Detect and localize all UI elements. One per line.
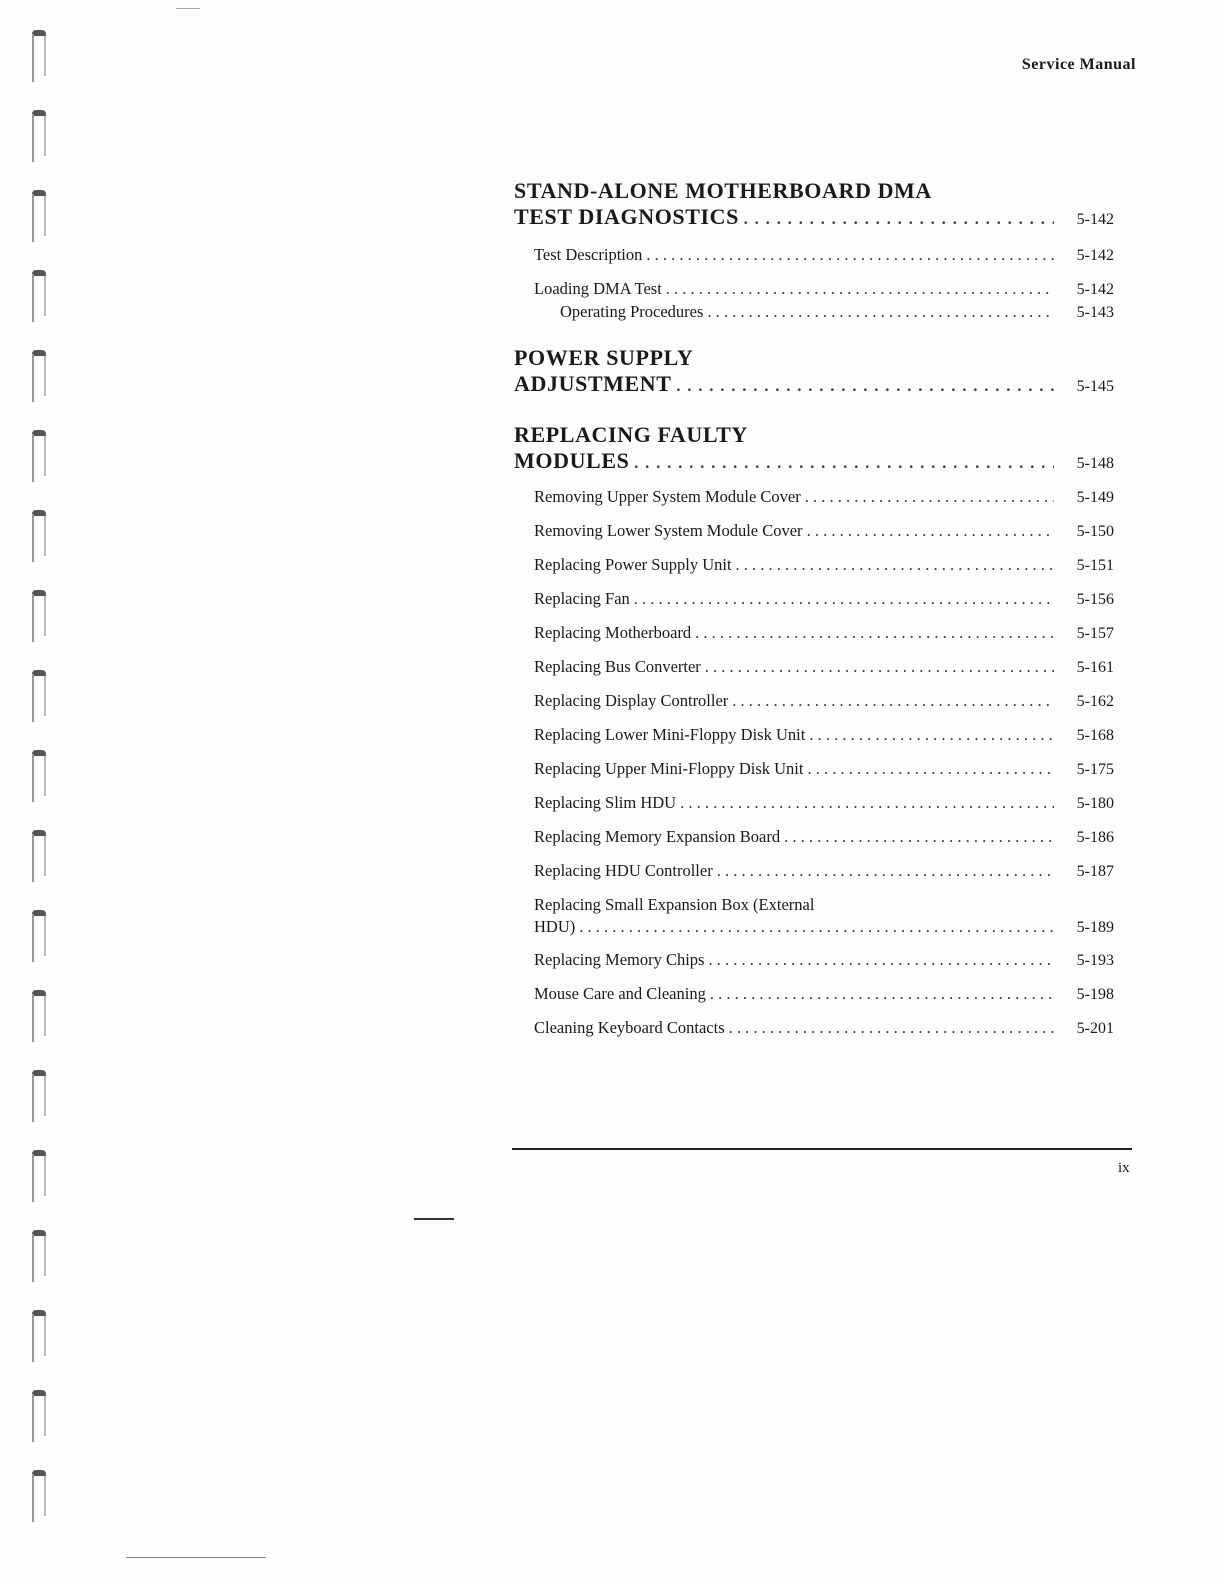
page-number: 5-148	[1076, 455, 1114, 472]
toc-entry[interactable]	[514, 861, 1114, 882]
entry-label: Replacing Motherboard	[534, 623, 692, 642]
dot-leader	[809, 725, 1054, 745]
binding-ring	[28, 350, 50, 406]
toc-entry[interactable]	[514, 521, 1114, 542]
page-number: 5-145	[1076, 378, 1114, 395]
page-number: 5-201	[1076, 1020, 1114, 1037]
running-header: Service Manual	[1021, 56, 1136, 73]
dot-leader	[579, 917, 1054, 937]
dot-leader	[784, 827, 1054, 847]
dot-leader	[666, 279, 1054, 299]
binding-ring	[28, 1070, 50, 1126]
toc-entry[interactable]	[514, 623, 1114, 644]
dot-leader	[707, 302, 1054, 322]
toc-entry[interactable]	[514, 691, 1114, 712]
scan-artifact-blue-line	[126, 1557, 266, 1558]
page-number: 5-198	[1076, 986, 1114, 1003]
binding-ring	[28, 990, 50, 1046]
toc-entry[interactable]	[514, 279, 1114, 300]
binding-ring	[28, 510, 50, 566]
footer-rule	[512, 1148, 1132, 1150]
page-number: 5-187	[1076, 863, 1114, 880]
toc-section-power-supply	[514, 345, 1114, 400]
toc-entry[interactable]	[514, 759, 1114, 780]
entry-label: Replacing Slim HDU	[534, 793, 677, 812]
dot-leader	[646, 245, 1054, 265]
toc-subentry[interactable]	[514, 302, 1114, 323]
entry-label: Replacing Display Controller	[534, 691, 729, 710]
page-number: 5-151	[1076, 557, 1114, 574]
toc-entry[interactable]	[514, 793, 1114, 814]
toc-entry-continuation	[534, 917, 1114, 937]
page-number: 5-175	[1076, 761, 1114, 778]
entry-label: Loading DMA Test	[534, 279, 662, 298]
dot-leader	[695, 623, 1054, 643]
page-number: 5-149	[1076, 489, 1114, 506]
toc-entry[interactable]	[514, 589, 1114, 610]
dot-leader	[736, 555, 1054, 575]
entry-label: Replacing Memory Expansion Board	[534, 827, 781, 846]
entry-label: Cleaning Keyboard Contacts	[534, 1018, 725, 1037]
toc-section-replacing-modules	[514, 422, 1114, 1039]
section-title-row[interactable]	[514, 204, 1114, 233]
section-title-line2: ADJUSTMENT	[514, 371, 672, 396]
entry-label-line2: HDU)	[534, 917, 576, 936]
binding-ring	[28, 1310, 50, 1366]
dot-leader	[732, 691, 1054, 711]
entry-label: Replacing Upper Mini-Floppy Disk Unit	[534, 759, 804, 778]
table-of-contents	[514, 178, 1114, 1053]
entry-label: Removing Lower System Module Cover	[534, 521, 803, 540]
section-title-row[interactable]	[514, 371, 1114, 400]
toc-entry[interactable]	[514, 245, 1114, 266]
page-number: 5-193	[1076, 952, 1114, 969]
dot-leader	[710, 984, 1054, 1004]
binding-ring	[28, 190, 50, 246]
entry-label: Operating Procedures	[560, 302, 704, 321]
toc-entry[interactable]	[514, 555, 1114, 576]
page-folio: ix	[1118, 1160, 1130, 1176]
entry-label: Replacing Fan	[534, 589, 630, 608]
toc-entry[interactable]	[514, 950, 1114, 971]
entry-label: Test Description	[534, 245, 643, 264]
entry-label: Replacing HDU Controller	[534, 861, 713, 880]
entry-label: Replacing Power Supply Unit	[534, 555, 732, 574]
page-number: 5-157	[1076, 625, 1114, 642]
toc-section-dma-test	[514, 178, 1114, 323]
section-title-row[interactable]	[514, 448, 1114, 477]
dot-leader	[705, 657, 1054, 677]
dot-leader	[729, 1018, 1054, 1038]
binding-ring	[28, 1470, 50, 1526]
section-title-line2: MODULES	[514, 448, 630, 473]
page-number: 5-156	[1076, 591, 1114, 608]
binding-ring	[28, 30, 50, 86]
page-number: 5-161	[1076, 659, 1114, 676]
entry-label: Replacing Lower Mini-Floppy Disk Unit	[534, 725, 806, 744]
entry-label: Replacing Memory Chips	[534, 950, 705, 969]
toc-entry[interactable]	[514, 827, 1114, 848]
dot-leader	[634, 589, 1054, 609]
binding-ring	[28, 1230, 50, 1286]
page-number: 5-180	[1076, 795, 1114, 812]
toc-entry[interactable]	[514, 725, 1114, 746]
entry-label: Removing Upper System Module Cover	[534, 487, 801, 506]
section-title-line1: POWER SUPPLY	[514, 345, 694, 370]
scan-artifact-dash	[414, 1218, 454, 1220]
binding-ring	[28, 430, 50, 486]
toc-entry[interactable]	[514, 984, 1114, 1005]
entry-label: Replacing Bus Converter	[534, 657, 701, 676]
page-number: 5-150	[1076, 523, 1114, 540]
page-number: 5-186	[1076, 829, 1114, 846]
page-number: 5-143	[1076, 304, 1114, 321]
spiral-binding	[28, 30, 52, 1530]
binding-ring	[28, 750, 50, 806]
dot-leader	[708, 950, 1054, 970]
dot-leader	[743, 204, 1054, 230]
dot-leader	[676, 371, 1054, 397]
binding-ring	[28, 910, 50, 966]
entry-label-line1: Replacing Small Expansion Box (External	[534, 895, 815, 914]
binding-ring	[28, 1390, 50, 1446]
binding-ring	[28, 830, 50, 886]
page-number: 5-189	[1076, 919, 1114, 936]
toc-entry[interactable]	[514, 487, 1114, 508]
binding-ring	[28, 270, 50, 326]
binding-ring	[28, 590, 50, 646]
page-number: 5-142	[1076, 247, 1114, 264]
dot-leader	[717, 861, 1054, 881]
dot-leader	[807, 759, 1054, 779]
page-number: 5-162	[1076, 693, 1114, 710]
page-number: 5-168	[1076, 727, 1114, 744]
dot-leader	[807, 521, 1054, 541]
section-title-line1: STAND-ALONE MOTHERBOARD DMA	[514, 178, 932, 203]
dot-leader	[680, 793, 1054, 813]
dot-leader	[633, 448, 1054, 474]
toc-entry-wrapped[interactable]	[514, 895, 1114, 937]
toc-entry[interactable]	[514, 657, 1114, 678]
section-title-line1: REPLACING FAULTY	[514, 422, 748, 447]
page-number: 5-142	[1076, 211, 1114, 228]
dot-leader	[805, 487, 1054, 507]
binding-ring	[28, 670, 50, 726]
page-number: 5-142	[1076, 281, 1114, 298]
scan-artifact-line	[176, 8, 200, 9]
binding-ring	[28, 110, 50, 166]
binding-ring	[28, 1150, 50, 1206]
toc-entry[interactable]	[514, 1018, 1114, 1039]
entry-label: Mouse Care and Cleaning	[534, 984, 706, 1003]
section-title-line2: TEST DIAGNOSTICS	[514, 204, 740, 229]
